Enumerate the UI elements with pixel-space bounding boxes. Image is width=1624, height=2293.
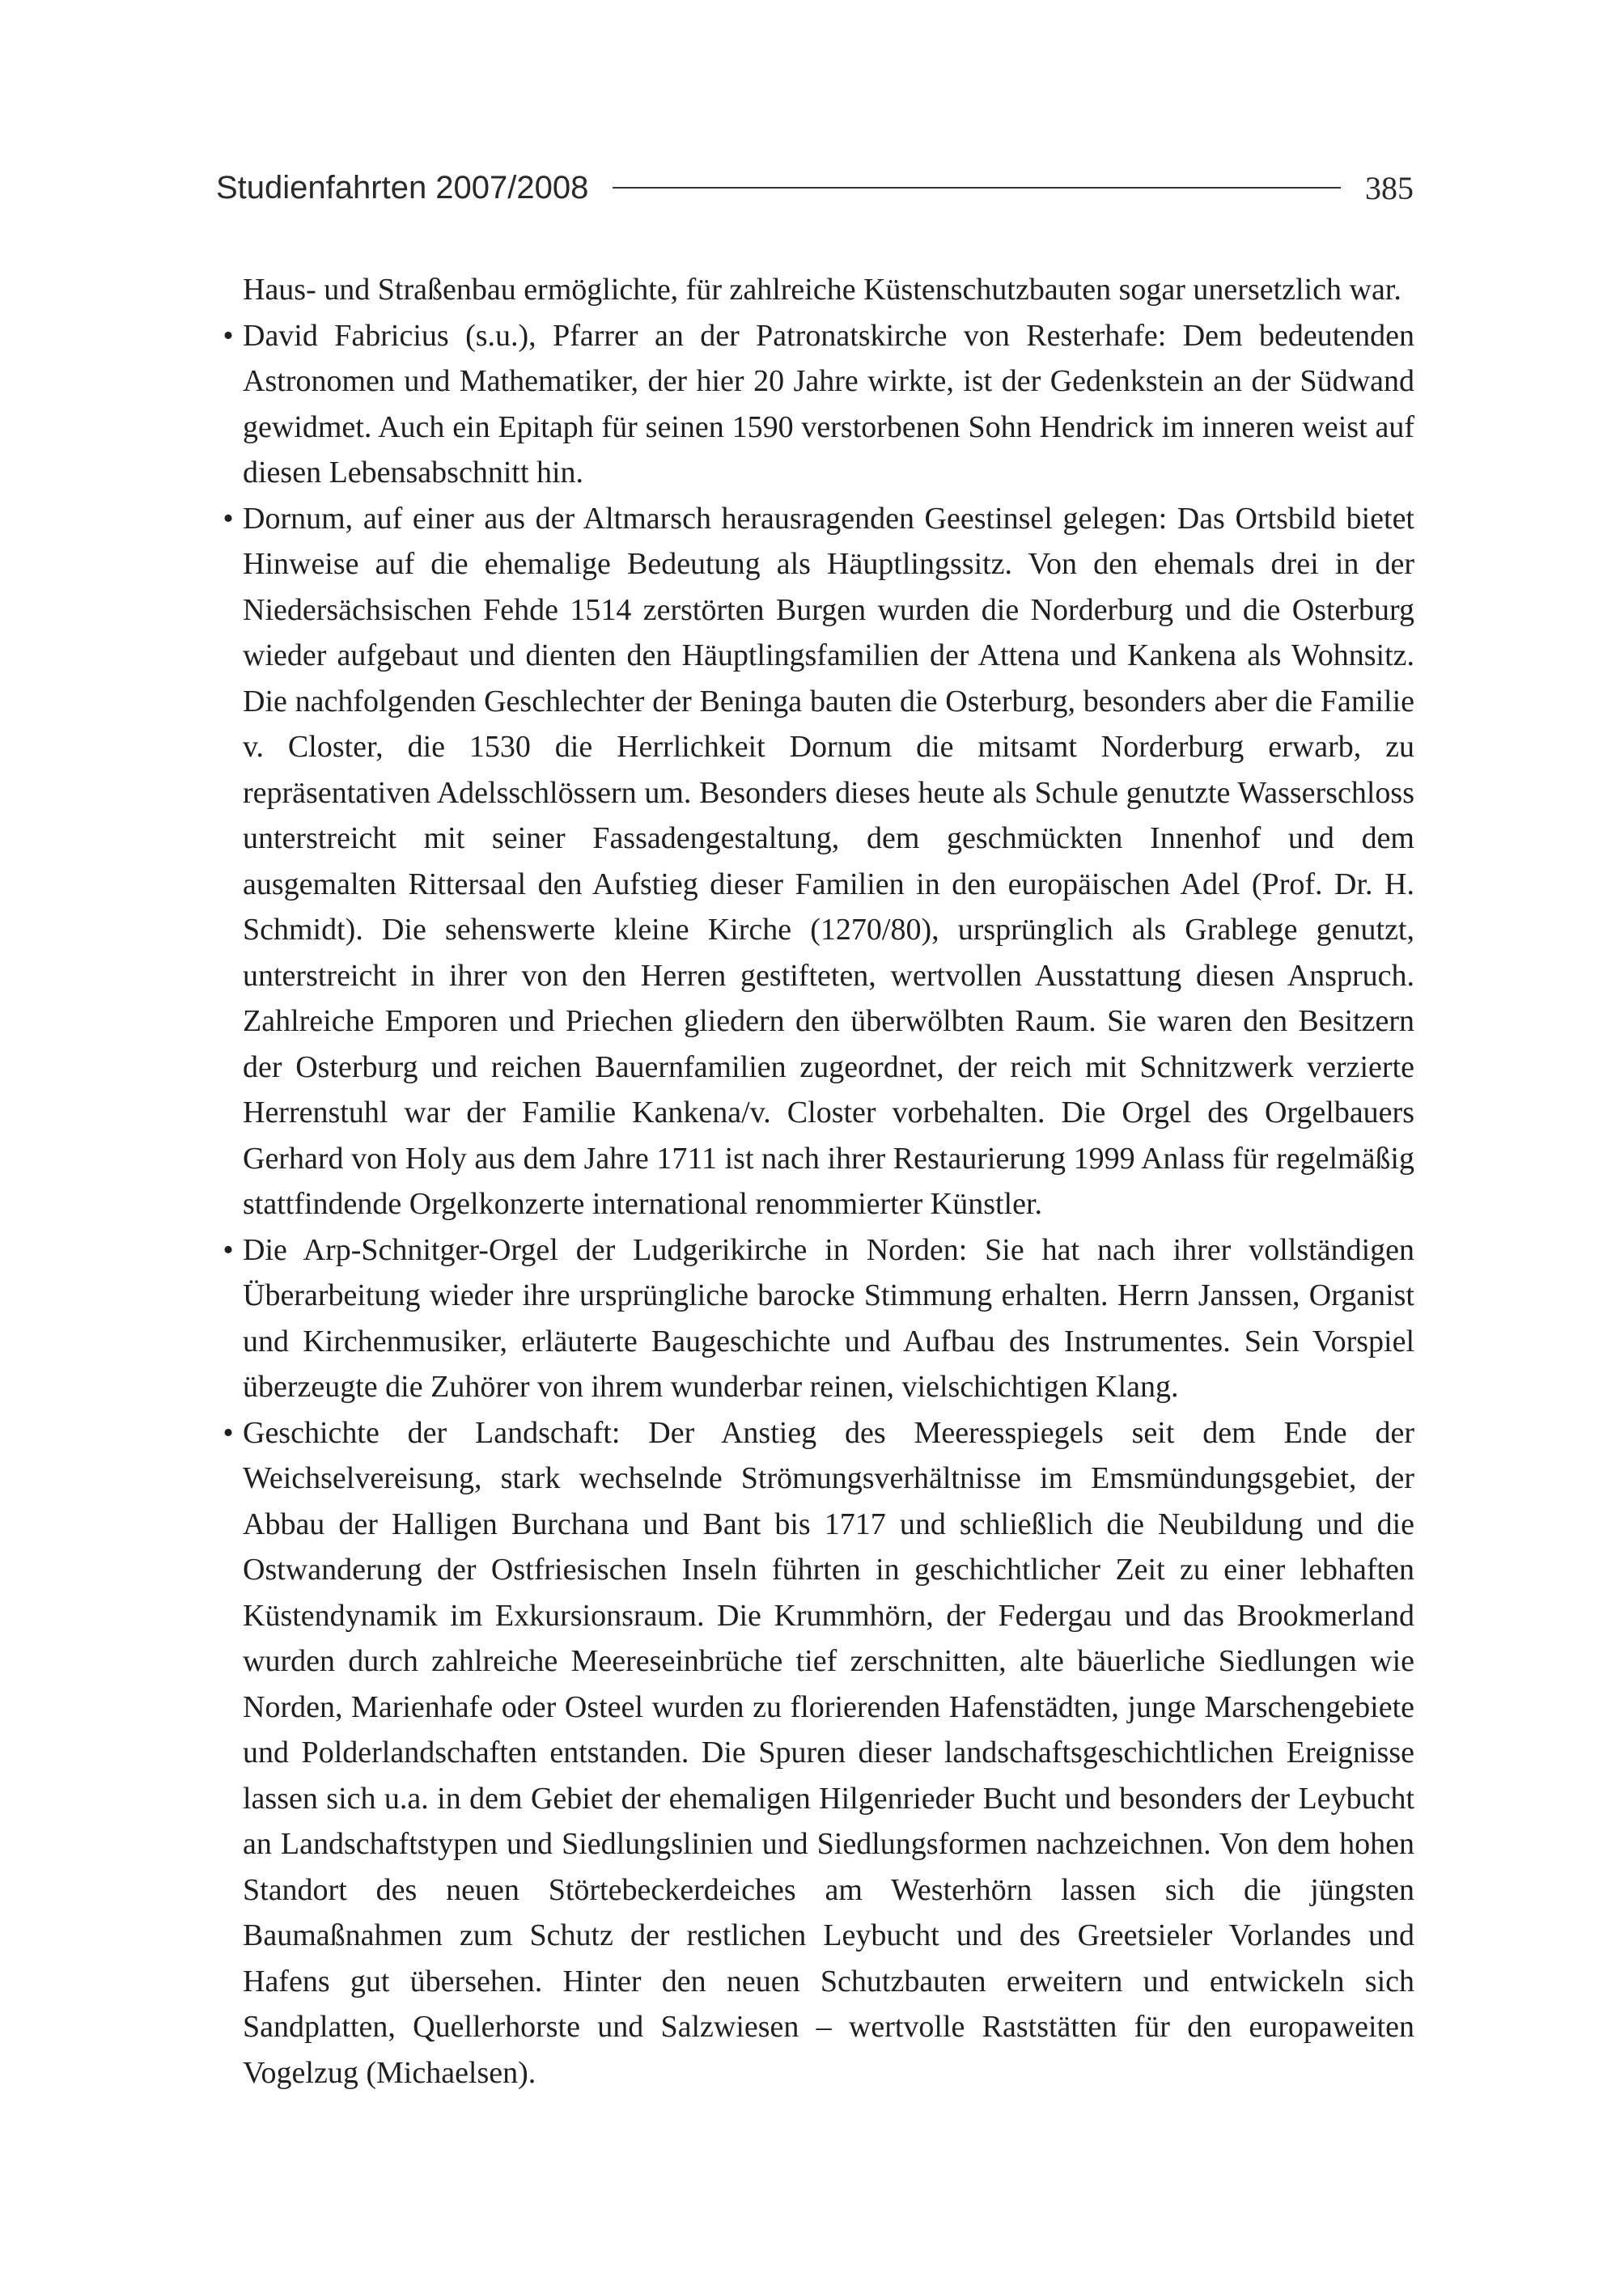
list-item-text: David Fabricius (s.u.), Pfarrer an der Patronatskirche von Resterhafe: Dem bedeutenden Astronomen und Mathematiker, der hier 20 Jahre wirkte, ist der Gedenkstein an der Südwand gewidmet. Auch ein Epitaph für seinen 1590 verstorbenen Sohn Hendrick im inneren weist auf diesen Lebensabschnitt hin. (243, 318, 1414, 490)
list-item (223, 1227, 1414, 1410)
bullet-icon: • (223, 1415, 234, 1450)
list-item-text: Dornum, auf einer aus der Altmarsch herausragenden Geestinsel gelegen: Das Ortsbild bietet Hinweise auf die ehemalige Bedeutung als Häuptlingssitz. Von den ehemals drei in der Niedersächsischen Fehde 1514 zerstörten Burgen wurden die Norderburg und die Osterburg wieder aufgebaut und dienten den Häuptlingsfamilien der Attena und Kankena als Wohnsitz. Die nachfolgenden Geschlechter der Beninga bauten die Osterburg, besonders aber die Familie v. Closter, die 1530 die Herrlichkeit Dornum die mitsamt Norderburg erwarb, zu repräsentativen Adelsschlössern um. Besonders dieses heute als Schule genutzte Wasserschloss unterstreicht mit seiner Fassadengestaltung, dem geschmückten Innenhof und dem ausgemalten Rittersaal den Aufstieg dieser Familien in den europäischen Adel (Prof. Dr. H. Schmidt). Die sehenswerte kleine Kirche (1270/80), ursprünglich als Grablege genutzt, unterstreicht in ihrer von den Herren gestifteten, wertvollen Ausstattung diesen Anspruch. Zahlreiche Emporen und Priechen gliedern den überwölbten Raum. Sie waren den Besitzern der Osterburg und reichen Bauernfamilien zugeordnet, der reich mit Schnitzwerk verzierte Herrenstuhl war der Familie Kankena/v. Closter vorbehalten. Die Orgel des Orgelbauers Gerhard von Holy aus dem Jahre 1711 ist nach ihrer Restaurierung 1999 Anlass für regelmäßig stattfindende Orgelkonzerte international renommierter Künstler. (243, 501, 1414, 1221)
bullet-icon: • (223, 1232, 234, 1267)
list-item-text: Geschichte der Landschaft: Der Anstieg des Meeresspiegels seit dem Ende der Weichselvereisung, stark wechselnde Strömungsverhältnisse im Emsmündungsgebiet, der Abbau der Halligen Burchana und Bant bis 1717 und schließlich die Neubildung und die Ostwanderung der Ostfriesischen Inseln führten in geschichtlicher Zeit zu einer lebhaften Küstendynamik im Exkursionsraum. Die Krummhörn, der Federgau und das Brookmerland wurden durch zahlreiche Meereseinbrüche tief zerschnitten, alte bäuerliche Siedlungen wie Norden, Marienhafe oder Osteel wurden zu florierenden Hafenstädten, junge Marschengebiete und Polderlandschaften entstanden. Die Spuren dieser landschaftsgeschichtlichen Ereignisse lassen sich u.a. in dem Gebiet der ehemaligen Hilgenrieder Bucht und besonders der Leybucht an Landschaftstypen und Siedlungslinien und Siedlungsformen nachzeichnen. Von dem hohen Standort des neuen Störtebeckerdeiches am Westerhörn lassen sich die jüngsten Baumaßnahmen zum Schutz der restlichen Leybucht und des Greetsieler Vorlandes und Hafens gut übersehen. Hinter den neuen Schutzbauten erweitern und entwickeln sich Sandplatten, Quellerhorste und Salzwiesen – wertvolle Raststätten für den europaweiten Vogelzug (Michaelsen). (243, 1415, 1414, 2090)
list-item (223, 1410, 1414, 2096)
list-item-text: Die Arp-Schnitger-Orgel der Ludgerikirche in Norden: Sie hat nach ihrer vollständigen Überarbeitung wieder ihre ursprüngliche barocke Stimmung erhalten. Herrn Janssen, Organist und Kirchenmusiker, erläuterte Baugeschichte und Aufbau des Instrumentes. Sein Vorspiel überzeugte die Zuhörer von ihrem wunderbar reinen, vielschichtigen Klang. (243, 1232, 1414, 1404)
bullet-icon: • (223, 501, 234, 536)
running-header (216, 163, 1414, 212)
running-title: Studienfahrten 2007/2008 (216, 169, 589, 206)
list-item (223, 496, 1414, 1227)
header-rule (613, 187, 1341, 189)
page-number: 385 (1365, 169, 1414, 206)
body-text (223, 267, 1414, 2096)
bullet-icon: • (223, 318, 234, 353)
list-item (223, 313, 1414, 496)
continuation-paragraph: Haus- und Straßenbau ermöglichte, für zahlreiche Küstenschutzbauten sogar unersetzlich war. (243, 273, 1401, 307)
